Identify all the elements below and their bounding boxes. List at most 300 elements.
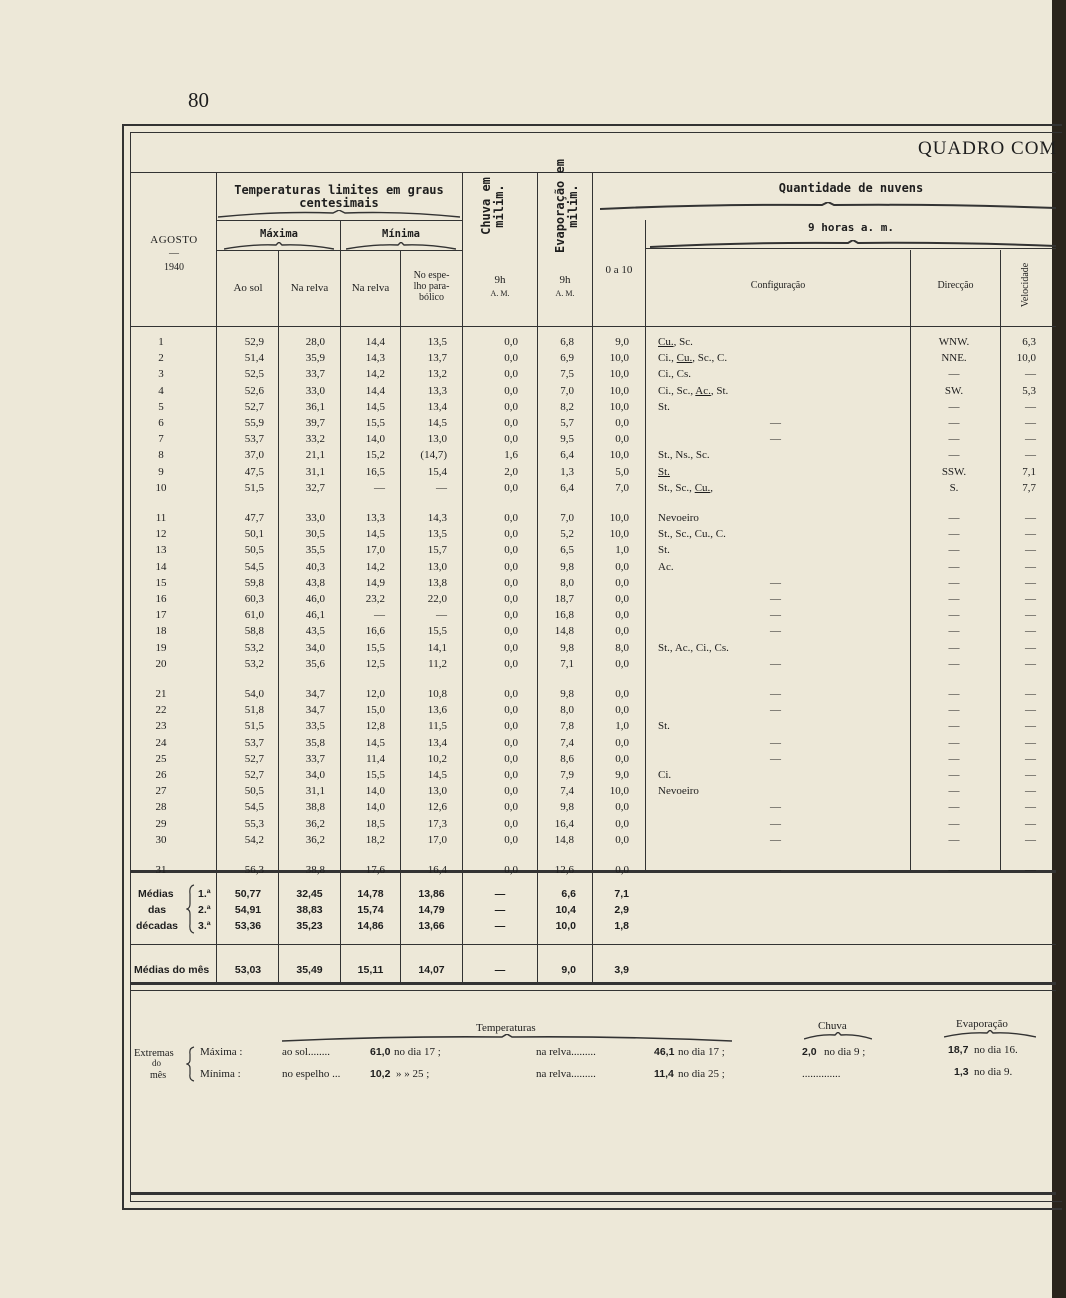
row-3-nuvens: 10,0 (609, 368, 629, 381)
row-6-espelho: 14,5 (427, 417, 447, 429)
evaporacao-header: Evaporação em milim. (553, 159, 580, 253)
mes-nuvens: 3,9 (614, 964, 629, 976)
col-rule-scale (645, 220, 646, 870)
mes-chuva: — (494, 964, 506, 976)
row-25-chuva: 0,0 (504, 752, 518, 765)
row-27-direccao: — (948, 785, 960, 798)
row-4-configuracao: Ci., Sc., Ac., St. (658, 384, 729, 397)
max-relva-day: no dia 17 ; (678, 1046, 725, 1058)
row-4-velocidade: 5,3 (1022, 384, 1036, 397)
row-30-velocidade: — (1025, 833, 1036, 846)
configuracao-header: Configuração (750, 280, 806, 291)
row-31-day: 31 (155, 864, 167, 876)
row-18-ao-sol: 58,8 (244, 625, 264, 638)
row-31-nuvens: 0,0 (615, 864, 629, 876)
row-24-direccao: — (948, 736, 960, 749)
row-14-day: 14 (155, 560, 167, 573)
decada-1-evaporacao: 6,6 (561, 888, 576, 900)
row-17-na-relva: 46,1 (305, 609, 325, 622)
row-17-velocidade: — (1025, 609, 1036, 622)
row-26-espelho: 14,5 (427, 769, 447, 781)
row-12-configuracao: St., Sc., Cu., C. (658, 528, 726, 541)
averages-bottom-rule (130, 982, 1056, 985)
row-30-direccao: — (948, 833, 960, 846)
row-15-espelho: 13,8 (427, 576, 447, 589)
decada-3-label: 3.ª (198, 920, 211, 932)
row-20-ao-sol: 53,2 (244, 657, 264, 670)
row-16-espelho: 22,0 (427, 593, 447, 605)
row-31-chuva: 0,0 (504, 864, 518, 876)
decada-1-chuva: — (494, 888, 506, 900)
row-22-direccao: — (948, 704, 960, 717)
chuva-max-value: 2,0 (802, 1046, 817, 1058)
col-rule-direccao (1000, 250, 1001, 870)
medias-label-1: Médias (138, 888, 174, 900)
row-1-configuracao: Cu., Sc. (658, 336, 693, 348)
row-15-nuvens: 0,0 (615, 576, 629, 589)
scale-header: 0 a 10 (605, 264, 633, 276)
extremas-temperaturas-header: Temperaturas (476, 1022, 536, 1034)
row-7-ao-sol: 53,7 (244, 433, 264, 446)
row-25-configuracao: — (770, 752, 781, 765)
evap-max-day: no dia 16. (974, 1044, 1018, 1056)
ao-sol-header: Ao sol (233, 282, 263, 294)
row-10-chuva: 0,0 (504, 481, 518, 494)
row-25-day: 25 (155, 752, 167, 765)
extremas-evap-brace (944, 1030, 1036, 1038)
row-27-nuvens: 10,0 (609, 785, 629, 798)
row-6-configuracao: — (770, 417, 781, 429)
nuvens-group-header: Quantidade de nuvens (778, 181, 924, 195)
row-31-direccao: — (948, 864, 960, 876)
row-8-min-relva: 15,2 (365, 449, 385, 462)
min-na-relva-header: Na relva (351, 282, 390, 294)
min-espelho-day: » » 25 ; (396, 1068, 430, 1080)
row-23-chuva: 0,0 (504, 720, 518, 733)
row-6-ao-sol: 55,9 (244, 417, 264, 429)
row-7-velocidade: — (1025, 433, 1036, 446)
row-2-day: 2 (158, 352, 164, 365)
row-11-configuracao: Nevoeiro (658, 512, 699, 524)
minima-header: Mínima (382, 228, 420, 240)
row-28-direccao: — (948, 801, 960, 814)
row-4-espelho: 13,3 (427, 384, 447, 397)
row-9-na-relva: 31,1 (305, 465, 325, 478)
row-24-espelho: 13,4 (427, 736, 447, 749)
row-16-velocidade: — (1025, 593, 1036, 605)
row-23-configuracao: St. (658, 720, 670, 733)
extremas-maxima-label: Máxima : (200, 1046, 243, 1058)
row-12-direccao: — (948, 528, 960, 541)
row-1-ao-sol: 52,9 (244, 336, 264, 348)
row-13-na-relva: 35,5 (305, 544, 325, 557)
decada-1-label: 1.ª (198, 888, 211, 900)
row-5-na-relva: 36,1 (305, 400, 325, 413)
chuva-max-day: no dia 9 ; (824, 1046, 866, 1058)
row-27-min-relva: 14,0 (365, 785, 385, 798)
min-espelho-label: no espelho ... (282, 1068, 341, 1080)
row-21-ao-sol: 54,0 (244, 688, 264, 700)
row-29-day: 29 (155, 817, 167, 830)
row-7-min-relva: 14,0 (365, 433, 385, 446)
row-2-evaporacao: 6,9 (560, 352, 574, 365)
row-28-velocidade: — (1025, 801, 1036, 814)
row-5-configuracao: St. (658, 400, 670, 413)
row-8-chuva: 1,6 (504, 449, 518, 462)
row-9-day: 9 (158, 465, 164, 478)
row-2-direccao: NNE. (941, 352, 967, 365)
row-8-velocidade: — (1025, 449, 1036, 462)
chuva-header: Chuva em milim. (479, 177, 506, 235)
temp-subheader-rule (216, 220, 462, 221)
row-21-day: 21 (155, 688, 167, 700)
row-5-velocidade: — (1025, 400, 1036, 413)
decada-2-min-relva: 15,74 (357, 904, 384, 916)
row-6-velocidade: — (1025, 417, 1036, 429)
row-17-day: 17 (155, 609, 167, 622)
row-24-ao-sol: 53,7 (244, 736, 264, 749)
row-4-day: 4 (158, 384, 164, 397)
decada-2-ao-sol: 54,91 (234, 904, 262, 916)
table-title: QUADRO COM (918, 138, 1058, 159)
row-25-evaporacao: 8,6 (560, 752, 574, 765)
row-2-chuva: 0,0 (504, 352, 518, 365)
row-4-na-relva: 33,0 (305, 384, 325, 397)
extremas-label-1: Extremas (134, 1048, 174, 1059)
row-17-evaporacao: 16,8 (554, 609, 574, 622)
maxima-header: Máxima (260, 228, 298, 240)
row-4-nuvens: 10,0 (609, 384, 629, 397)
row-1-day: 1 (158, 336, 164, 348)
row-11-evaporacao: 7,0 (560, 512, 574, 524)
row-3-espelho: 13,2 (427, 368, 447, 381)
row-30-nuvens: 0,0 (615, 833, 629, 846)
row-30-espelho: 17,0 (427, 833, 447, 846)
row-4-chuva: 0,0 (504, 384, 518, 397)
row-23-min-relva: 12,8 (365, 720, 385, 733)
evap-max-value: 18,7 (948, 1044, 969, 1056)
row-20-configuracao: — (770, 657, 781, 670)
row-3-chuva: 0,0 (504, 368, 518, 381)
row-13-velocidade: — (1025, 544, 1036, 557)
row-26-day: 26 (155, 769, 167, 781)
row-4-ao-sol: 52,6 (244, 384, 264, 397)
row-29-nuvens: 0,0 (615, 817, 629, 830)
max-sol-label: ao sol........ (282, 1046, 330, 1058)
row-28-ao-sol: 54,5 (244, 801, 264, 814)
row-26-chuva: 0,0 (504, 769, 518, 781)
row-23-espelho: 11,5 (428, 720, 447, 733)
row-21-chuva: 0,0 (504, 688, 518, 700)
decada-3-na-relva: 35,23 (296, 920, 323, 932)
month-header: AGOSTO (150, 234, 198, 246)
row-9-configuracao: St. (658, 465, 670, 478)
row-3-velocidade: — (1025, 368, 1036, 381)
extremas-label-2: do (152, 1058, 161, 1068)
row-8-evaporacao: 6,4 (560, 449, 574, 462)
row-12-chuva: 0,0 (504, 528, 518, 541)
row-21-min-relva: 12,0 (365, 688, 385, 700)
row-6-nuvens: 0,0 (615, 417, 629, 429)
row-24-na-relva: 35,8 (305, 736, 325, 749)
decadas-bottom-rule (130, 944, 1056, 945)
row-29-espelho: 17,3 (427, 817, 447, 830)
row-29-velocidade: — (1025, 817, 1036, 830)
row-24-min-relva: 14,5 (365, 736, 385, 749)
mes-ao-sol: 53,03 (234, 964, 262, 976)
row-1-na-relva: 28,0 (305, 336, 325, 348)
row-9-chuva: 2,0 (504, 465, 518, 478)
row-1-min-relva: 14,4 (365, 336, 385, 348)
row-14-evaporacao: 9,8 (560, 560, 574, 573)
row-17-espelho: — (436, 609, 447, 622)
row-2-min-relva: 14,3 (365, 352, 385, 365)
velocidade-header: Velocidade (1020, 262, 1031, 308)
row-28-espelho: 12,6 (427, 801, 447, 814)
row-18-chuva: 0,0 (504, 625, 518, 638)
row-30-na-relva: 36,2 (305, 833, 325, 846)
row-11-min-relva: 13,3 (365, 512, 385, 524)
row-10-min-relva: — (374, 481, 385, 494)
nuvens-sub-rule (645, 248, 1056, 249)
row-29-chuva: 0,0 (504, 817, 518, 830)
row-15-chuva: 0,0 (504, 576, 518, 589)
row-2-na-relva: 35,9 (305, 352, 325, 365)
mes-espelho: 14,07 (418, 964, 445, 976)
row-15-na-relva: 43,8 (305, 576, 325, 589)
row-26-velocidade: — (1025, 769, 1036, 781)
row-7-day: 7 (158, 433, 164, 446)
row-13-ao-sol: 50,5 (244, 544, 264, 557)
row-8-configuracao: St., Ns., Sc. (658, 449, 710, 462)
row-26-evaporacao: 7,9 (560, 769, 574, 781)
row-25-nuvens: 0,0 (615, 752, 629, 765)
row-13-configuracao: St. (658, 544, 670, 557)
evap-am: A. M. (555, 289, 575, 298)
row-26-direccao: — (948, 769, 960, 781)
row-18-direccao: — (948, 625, 960, 638)
decada-3-ao-sol: 53,36 (234, 920, 262, 932)
row-22-day: 22 (155, 704, 167, 717)
row-3-min-relva: 14,2 (365, 368, 385, 381)
decada-3-nuvens: 1,8 (614, 920, 629, 932)
row-14-direccao: — (948, 560, 960, 573)
row-19-evaporacao: 9,8 (560, 641, 574, 654)
row-3-ao-sol: 52,5 (244, 368, 264, 381)
row-21-direccao: — (948, 688, 960, 700)
row-27-velocidade: — (1025, 785, 1036, 798)
row-22-chuva: 0,0 (504, 704, 518, 717)
row-5-day: 5 (158, 400, 164, 413)
row-12-evaporacao: 5,2 (560, 528, 574, 541)
min-espelho-value: 10,2 (370, 1068, 391, 1080)
row-30-day: 30 (155, 833, 167, 846)
evap-hour: 9h (559, 274, 571, 286)
row-5-ao-sol: 52,7 (244, 400, 264, 413)
row-15-configuracao: — (770, 576, 781, 589)
row-8-day: 8 (158, 449, 164, 462)
row-1-evaporacao: 6,8 (560, 336, 574, 348)
row-10-nuvens: 7,0 (615, 481, 629, 494)
nuvens-sub-brace (650, 240, 1056, 248)
extremas-chuva-header: Chuva (818, 1020, 847, 1032)
max-sol-value: 61,0 (370, 1046, 391, 1058)
row-30-configuracao: — (770, 833, 781, 846)
row-14-chuva: 0,0 (504, 560, 518, 573)
row-28-configuracao: — (770, 801, 781, 814)
row-27-day: 27 (155, 785, 167, 798)
row-2-configuracao: Ci., Cu., Sc., C. (658, 352, 728, 365)
row-13-evaporacao: 6,5 (560, 544, 574, 557)
row-21-evaporacao: 9,8 (560, 688, 574, 700)
row-18-evaporacao: 14,8 (554, 625, 574, 638)
row-13-min-relva: 17,0 (365, 544, 385, 557)
row-7-evaporacao: 9,5 (560, 433, 574, 446)
row-21-espelho: 10,8 (427, 688, 447, 700)
temperature-group-header: Temperaturas limites em graus centesimais (234, 183, 444, 210)
row-14-espelho: 13,0 (427, 560, 447, 573)
row-15-velocidade: — (1025, 576, 1036, 589)
extremas-label-3: mês (150, 1070, 167, 1081)
min-relva-label: na relva......... (536, 1068, 596, 1080)
month-dash: — (169, 248, 179, 259)
row-20-na-relva: 35,6 (305, 657, 325, 670)
row-6-evaporacao: 5,7 (560, 417, 574, 429)
decada-1-nuvens: 7,1 (614, 888, 629, 900)
row-29-evaporacao: 16,4 (554, 817, 574, 830)
row-5-direccao: — (948, 400, 960, 413)
decada-3-evaporacao: 10,0 (555, 920, 576, 932)
row-23-velocidade: — (1025, 720, 1036, 733)
row-26-na-relva: 34,0 (305, 769, 325, 781)
row-26-configuracao: Ci. (658, 769, 672, 781)
row-12-espelho: 13,5 (427, 528, 447, 541)
row-28-nuvens: 0,0 (615, 801, 629, 814)
row-13-direccao: — (948, 544, 960, 557)
row-23-evaporacao: 7,8 (560, 720, 574, 733)
row-5-nuvens: 10,0 (609, 400, 629, 413)
row-3-day: 3 (158, 368, 164, 381)
row-11-direccao: — (948, 512, 960, 524)
na-relva-header: Na relva (290, 282, 329, 294)
row-28-chuva: 0,0 (504, 801, 518, 814)
row-25-min-relva: 11,4 (366, 752, 385, 765)
decada-2-evaporacao: 10,4 (555, 904, 576, 916)
row-31-na-relva: 38,8 (305, 864, 325, 876)
row-20-min-relva: 12,5 (365, 657, 385, 670)
mes-evaporacao: 9,0 (561, 964, 576, 976)
row-21-nuvens: 0,0 (615, 688, 629, 700)
row-13-chuva: 0,0 (504, 544, 518, 557)
row-22-evaporacao: 8,0 (560, 704, 574, 717)
medias-mes-label: Médias do mês (134, 964, 210, 976)
row-25-na-relva: 33,7 (305, 752, 325, 765)
row-16-evaporacao: 18,7 (554, 593, 574, 605)
row-18-nuvens: 0,0 (615, 625, 629, 638)
row-6-na-relva: 39,7 (305, 417, 325, 429)
row-7-espelho: 13,0 (427, 433, 447, 446)
row-3-evaporacao: 7,5 (560, 368, 574, 381)
direccao-header: Direcção (937, 280, 974, 291)
decadas-brace (186, 884, 196, 934)
row-16-day: 16 (155, 593, 167, 605)
row-24-day: 24 (155, 736, 167, 749)
row-16-ao-sol: 60,3 (244, 593, 264, 605)
row-9-ao-sol: 47,5 (244, 465, 264, 478)
row-30-chuva: 0,0 (504, 833, 518, 846)
row-16-na-relva: 46,0 (305, 593, 325, 605)
decada-2-espelho: 14,79 (418, 904, 445, 916)
row-25-velocidade: — (1025, 752, 1036, 765)
row-7-chuva: 0,0 (504, 433, 518, 446)
mes-min-relva: 15,11 (357, 964, 384, 976)
max-relva-value: 46,1 (654, 1046, 675, 1058)
extremas-minima-label: Mínima : (200, 1068, 241, 1080)
row-12-min-relva: 14,5 (365, 528, 385, 541)
row-17-direccao: — (948, 609, 960, 622)
row-29-min-relva: 18,5 (365, 817, 385, 830)
row-21-configuracao: — (770, 688, 781, 700)
row-11-ao-sol: 47,7 (244, 512, 264, 524)
min-relva-value: 11,4 (654, 1068, 674, 1080)
row-10-na-relva: 32,7 (305, 481, 325, 494)
row-23-direccao: — (948, 720, 960, 733)
row-28-na-relva: 38,8 (305, 801, 325, 814)
row-11-day: 11 (155, 512, 167, 524)
row-3-configuracao: Ci., Cs. (658, 368, 692, 381)
row-9-nuvens: 5,0 (615, 465, 629, 478)
row-25-espelho: 10,2 (427, 752, 447, 765)
table-bottom-rule (130, 1192, 1056, 1195)
row-9-min-relva: 16,5 (365, 465, 385, 478)
row-22-nuvens: 0,0 (615, 704, 629, 717)
row-24-evaporacao: 7,4 (560, 736, 574, 749)
row-10-day: 10 (155, 481, 167, 494)
row-1-direccao: WNW. (938, 336, 970, 348)
header-top-rule (130, 172, 1056, 173)
row-11-nuvens: 10,0 (609, 512, 629, 524)
row-19-velocidade: — (1025, 641, 1036, 654)
row-22-na-relva: 34,7 (305, 704, 325, 717)
chuva-min-dots: .............. (802, 1068, 841, 1080)
row-1-chuva: 0,0 (504, 336, 518, 348)
row-8-espelho: (14,7) (420, 449, 447, 462)
row-4-min-relva: 14,4 (365, 384, 385, 397)
row-17-min-relva: — (374, 609, 385, 622)
row-18-day: 18 (155, 625, 167, 638)
row-11-chuva: 0,0 (504, 512, 518, 524)
row-7-nuvens: 0,0 (615, 433, 629, 446)
row-30-ao-sol: 54,2 (244, 833, 264, 846)
row-7-direccao: — (948, 433, 960, 446)
row-7-na-relva: 33,2 (305, 433, 325, 446)
row-14-ao-sol: 54,5 (244, 560, 264, 573)
row-15-day: 15 (155, 576, 167, 589)
row-29-na-relva: 36,2 (305, 817, 325, 830)
row-9-velocidade: 7,1 (1022, 465, 1036, 478)
row-1-nuvens: 9,0 (615, 336, 629, 348)
row-13-day: 13 (155, 544, 167, 557)
decada-2-na-relva: 38,83 (296, 904, 323, 916)
row-10-ao-sol: 51,5 (244, 481, 264, 494)
row-16-direccao: — (948, 593, 960, 605)
row-17-chuva: 0,0 (504, 609, 518, 622)
row-14-na-relva: 40,3 (305, 560, 325, 573)
row-19-chuva: 0,0 (504, 641, 518, 654)
chuva-hour: 9h (494, 274, 506, 286)
row-20-day: 20 (155, 657, 167, 670)
row-22-min-relva: 15,0 (365, 704, 385, 717)
